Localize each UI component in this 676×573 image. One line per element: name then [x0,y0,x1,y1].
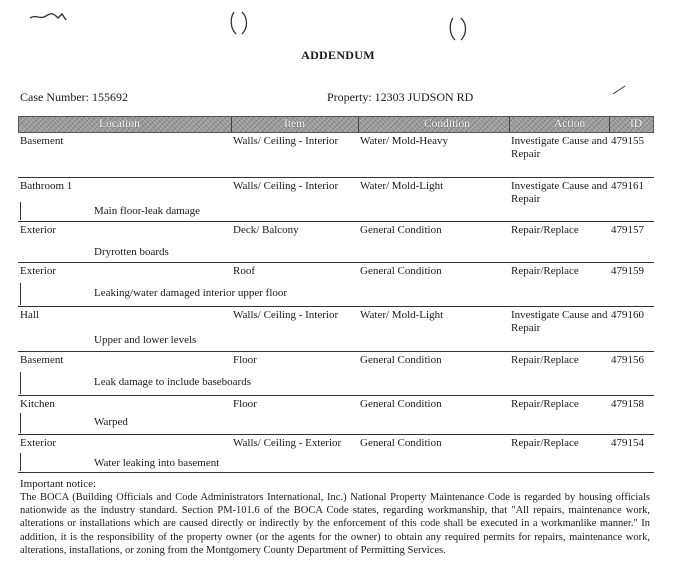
column-header-action: Action [554,118,586,130]
document-title: ADDENDUM [301,48,375,62]
table-row [18,222,654,263]
cell-action: Investigate Cause and Repair [511,180,608,205]
property-label: Property: [327,90,372,104]
cell-condition: Water/ Mold-Light [360,309,444,321]
cell-item: Walls/ Ceiling - Interior [233,309,339,321]
cell-item: Walls/ Ceiling - Interior [233,180,339,192]
cell-id: 479158 [611,398,644,410]
cell-condition: General Condition [360,224,442,236]
row-description: Water leaking into basement [94,457,220,469]
cell-id: 479159 [611,265,644,277]
notice-title: Important notice: [20,478,97,490]
table-row [18,133,654,178]
row-description: Dryrotten boards [94,246,169,258]
table-row [18,435,654,473]
row-description: Main floor-leak damage [94,205,201,217]
table-row [18,396,654,435]
cell-condition: General Condition [360,354,442,366]
table-row [18,263,654,307]
cell-id: 479155 [611,135,644,147]
column-header-condition: Condition [424,118,471,130]
cell-location: Bathroom 1 [20,180,73,192]
case-number-value: 155692 [91,90,128,104]
cell-item: Walls/ Ceiling - Exterior [233,437,342,449]
punch-hole-mark [228,8,250,38]
cell-item: Deck/ Balcony [233,224,299,236]
cell-action: Repair/Replace [511,224,579,236]
cell-id: 479156 [611,354,644,366]
table-row [18,352,654,396]
cell-condition: General Condition [360,437,442,449]
table-header [18,116,654,133]
table-row [18,307,654,352]
cell-location: Exterior [20,437,57,449]
cell-condition: General Condition [360,265,442,277]
property-address [327,90,473,105]
cell-id: 479160 [611,309,644,321]
cell-action: Repair/Replace [511,265,579,277]
cell-action: Investigate Cause and Repair [511,309,608,334]
cell-location: Kitchen [20,398,55,410]
cell-id: 479154 [611,437,644,449]
column-header-id: ID [630,118,643,130]
cell-item: Floor [233,354,257,366]
row-description: Leak damage to include baseboards [94,376,251,388]
cell-condition: Water/ Mold-Heavy [360,135,448,147]
table-row [18,178,654,222]
property-value: 12303 JUDSON RD [374,90,474,104]
cell-item: Floor [233,398,257,410]
cell-location: Hall [20,309,39,321]
cell-condition: Water/ Mold-Light [360,180,444,192]
punch-hole-mark [447,14,469,44]
notice-body: The BOCA (Building Officials and Code Administrators International, Inc.) National Property Maintenance Code is regarded by housing officials nationwide as the industry standard. Section PM-101.6 of the BOCA Code states, regarding workmanship, that "All repairs, maintenance work, alterations or installations which are caused directly or indirectly by the enforcement of this code shall be executed in a workmanlike manner." In addition, it is the responsibility of the property owner (or the agents for the owner) to obtain any required permits for repairs, maintenance work, alterations, installations, or zoning from the Montgomery County Department of Permitting Services. [20,492,650,556]
cell-location: Basement [20,135,64,147]
pen-tick-mark [612,84,626,96]
row-description: Warped [94,416,128,428]
row-description: Leaking/water damaged interior upper floor [94,287,288,299]
cell-action: Repair/Replace [511,354,579,366]
cell-id: 479161 [611,180,644,192]
row-description: Upper and lower levels [94,334,197,346]
cell-location: Exterior [20,224,57,236]
case-number [20,90,128,105]
handwritten-scribble-mark [28,8,68,24]
cell-action: Repair/Replace [511,398,579,410]
column-header-location: Location [99,118,140,130]
cell-action: Investigate Cause and Repair [511,135,608,160]
cell-condition: General Condition [360,398,442,410]
cell-item: Roof [233,265,255,277]
cell-location: Exterior [20,265,57,277]
column-header-item: Item [284,118,306,130]
cell-action: Repair/Replace [511,437,579,449]
case-number-label: Case Number: [20,90,89,104]
cell-id: 479157 [611,224,644,236]
cell-item: Walls/ Ceiling - Interior [233,135,339,147]
cell-location: Basement [20,354,64,366]
